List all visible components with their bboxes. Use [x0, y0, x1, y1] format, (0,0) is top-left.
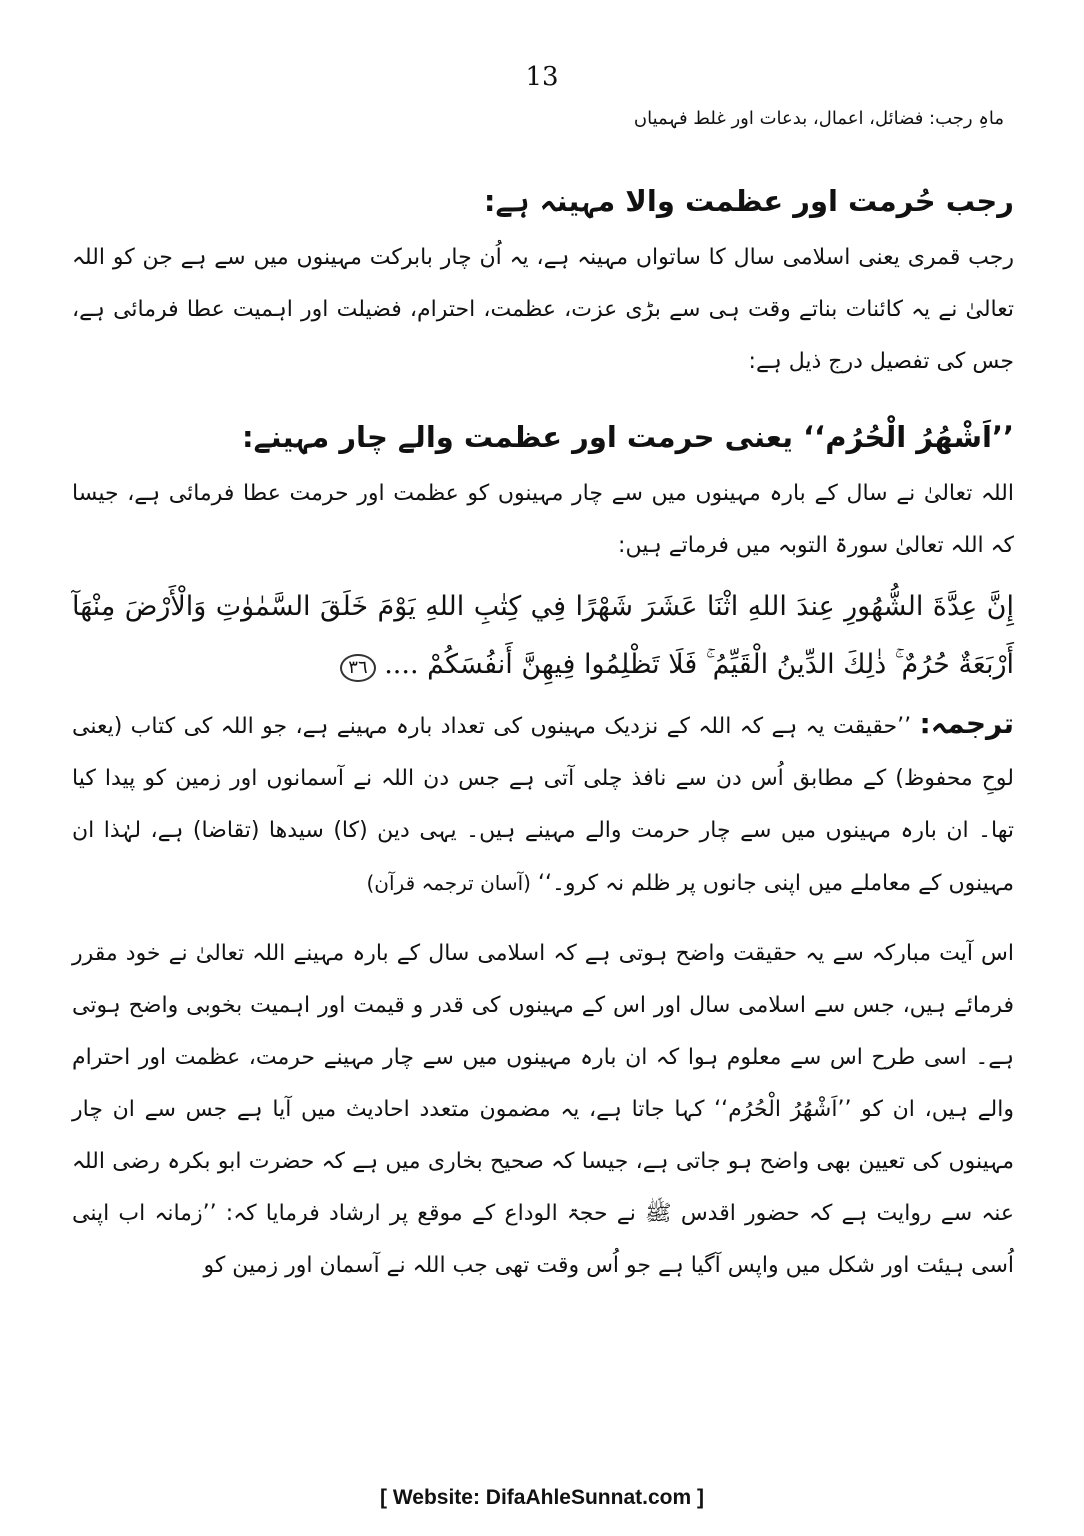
page-number: 13	[525, 62, 559, 92]
section-spacer	[72, 910, 1014, 928]
translation-label: ترجمہ:	[919, 707, 1014, 740]
paragraph-ayah-explanation: اس آیت مبارکہ سے یہ حقیقت واضح ہوتی ہے کہ اسلامی سال کے بارہ مہینے اللہ تعالیٰ نے خود مقرر فرمائے ہیں، جس سے اسلامی سال اور اس کے مہینوں کی قدر و قیمت اور اہمیت بخوبی واضح ہوتی ہے۔ اسی طرح اس سے معلوم ہوا کہ ان بارہ مہینوں میں سے چار مہینے حرمت، عظمت اور احترام والے ہیں، ان کو ’’اَشْهُرُ الْحُرُم‘‘ کہا جاتا ہے، یہ مضمون متعدد احادیث میں آیا ہے جس سے ان چار مہینوں کی تعیین بھی واضح ہو جاتی ہے، جیسا کہ صحیح بخاری میں ہے کہ حضرت ابو بکرہ رضی اللہ عنہ سے روایت ہے کہ حضور اقدس ﷺ نے حجۃ الوداع کے موقع پر ارشاد فرمایا کہ: ’’زمانہ اب اپنی اُسی ہیئت اور شکل میں واپس آگیا ہے جو اُس وقت تھی جب اللہ نے آسمان اور زمین کو	[72, 941, 1014, 1278]
section-heading-ashhur-hurum: ’’اَشْهُرُ الْحُرُم‘‘ یعنی حرمت اور عظمت والے چار مہینے:	[242, 420, 1014, 454]
page-body	[72, 170, 1014, 1292]
quran-verse	[72, 578, 1014, 694]
translation-paragraph	[72, 698, 1014, 910]
section-spacer	[72, 388, 1014, 406]
paragraph-surah-intro: اللہ تعالیٰ نے سال کے بارہ مہینوں میں سے چار مہینوں کو عظمت اور حرمت عطا فرمائی ہے، جیسا کہ اللہ تعالیٰ سورۃ التوبہ میں فرماتے ہیں:	[72, 481, 1014, 558]
running-header: ماہِ رجب: فضائل، اعمال، بدعات اور غلط فہمیاں	[633, 108, 1004, 129]
ayah-number-marker: ٣٦	[340, 654, 375, 682]
paragraph-rajab-intro: رجب قمری یعنی اسلامی سال کا ساتواں مہینہ ہے، یہ اُن چار بابرکت مہینوں میں سے ہے جن کو اللہ تعالیٰ نے یہ کائنات بناتے وقت ہی سے بڑی عزت، عظمت، احترام، فضیلت اور اہمیت عطا فرمائی ہے، جس کی تفصیل درج ذیل ہے:	[72, 245, 1014, 374]
section-heading-rajab: رجب حُرمت اور عظمت والا مہینہ ہے:	[483, 184, 1014, 218]
website-footer: [ Website: DifaAhleSunnat.com ]	[380, 1486, 704, 1509]
quran-verse-text: إِنَّ عِدَّةَ الشُّهُورِ عِندَ اللهِ اثْنَا عَشَرَ شَهْرًا فِي كِتٰبِ اللهِ يَوْمَ خَلَقَ السَّمٰوٰتِ وَالْأَرْضَ مِنْهَآ أَرْبَعَةٌ حُرُمٌ ۚ ذٰلِكَ الدِّينُ الْقَيِّمُ ۚ فَلَا تَظْلِمُوا فِيهِنَّ أَنفُسَكُمْ ....	[72, 591, 1014, 680]
translation-text: ’’حقیقت یہ ہے کہ اللہ کے نزدیک مہینوں کی تعداد بارہ مہینے ہے، جو اللہ کی کتاب (یعنی لوحِ محفوظ) کے مطابق اُس دن سے نافذ چلی آتی ہے جس دن اللہ نے آسمانوں اور زمین کو پیدا کیا تھا۔ ان بارہ مہینوں میں سے چار حرمت والے مہینے ہیں۔ یہی دین (کا) سیدھا (تقاضا) ہے، لہٰذا ان مہینوں کے معاملے میں اپنی جانوں پر ظلم نہ کرو۔‘‘	[72, 714, 1014, 896]
translation-source: (آسان ترجمہ قرآن)	[366, 871, 531, 895]
